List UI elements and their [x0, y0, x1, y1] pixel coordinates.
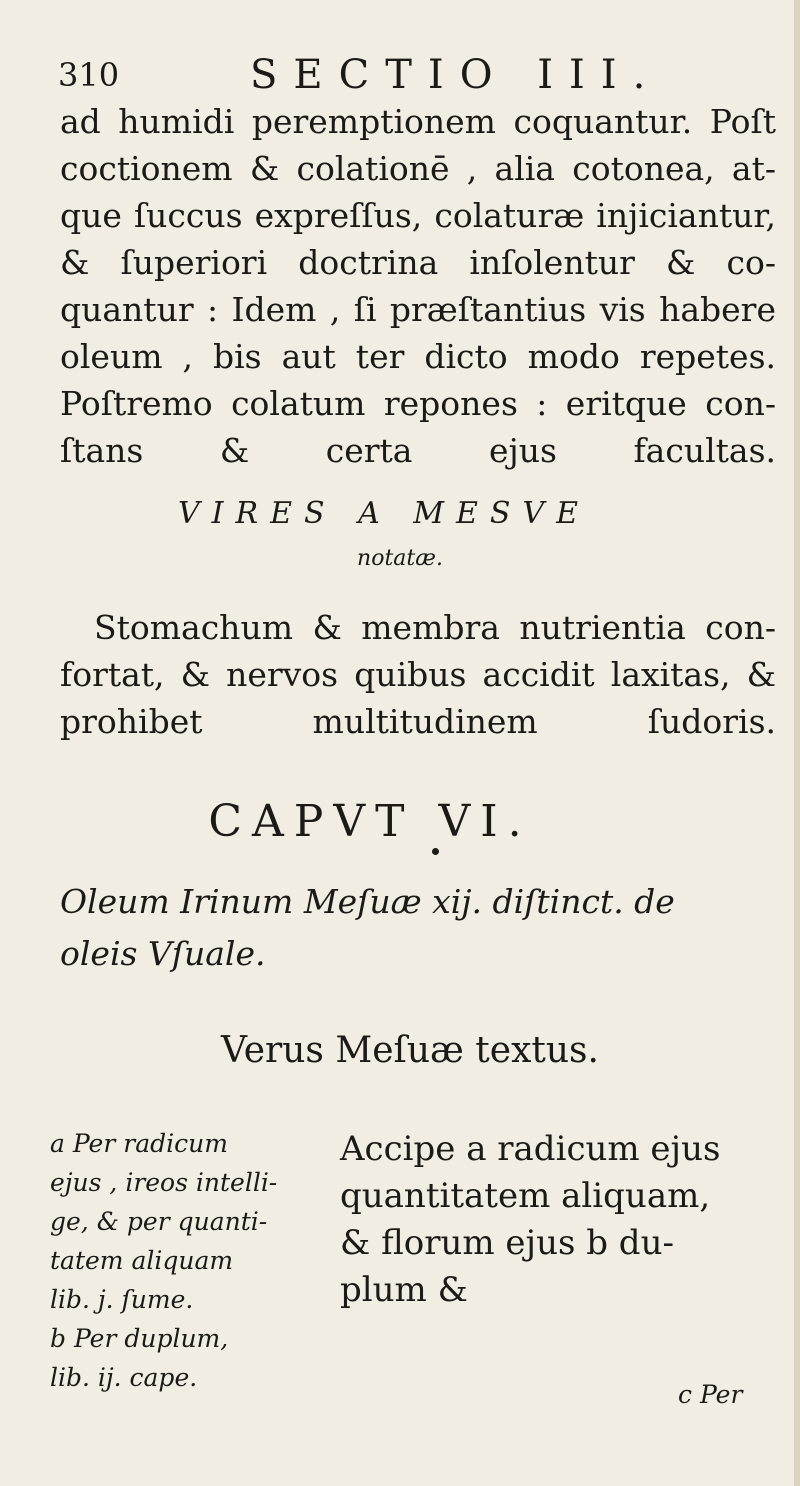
text-line: que ſuccus expreſſus, colaturæ injiciantur,: [60, 196, 776, 235]
reference-line: oleis Vſuale.: [60, 934, 266, 973]
recipe-text: [340, 1126, 770, 1314]
gloss-line: a Per radicum: [50, 1129, 228, 1158]
page-edge: [794, 0, 800, 1486]
gloss-line: ge, & per quanti-: [50, 1207, 268, 1236]
reference-line: Oleum Irinum Meſuæ xij. diſtinct. de: [60, 882, 675, 921]
gloss-line: tatem aliquam: [50, 1246, 234, 1275]
running-head: [58, 52, 758, 102]
section-title: SECTIO III.: [250, 52, 662, 98]
recipe-line: quantitatem aliquam,: [340, 1176, 711, 1216]
gloss-line: lib. ij. cape.: [50, 1363, 198, 1392]
text-line: oleum , bis aut ter dicto modo repetes.: [60, 337, 776, 376]
gloss-line: b Per duplum,: [50, 1324, 229, 1353]
recipe-line: Accipe a radicum ejus: [340, 1129, 721, 1169]
paragraph-virtues: [60, 604, 776, 745]
text-line: Stomachum & membra nutrientia con-: [94, 608, 776, 647]
catchword: c Per: [678, 1380, 743, 1409]
gloss-line: lib. j. ſume.: [50, 1285, 194, 1314]
text-line: ſtans & certa ejus facultas.: [60, 431, 776, 470]
text-line: fortat, & nervos quibus accidit laxitas, &: [60, 655, 776, 694]
chapter-reference: [60, 876, 770, 980]
vires-heading: VIRES A MESVE: [177, 496, 591, 531]
text-line: & ſuperiori doctrina inſolentur & co-: [60, 243, 776, 282]
text-line: Poſtremo colatum repones : eritque con-: [60, 384, 776, 423]
text-line: quantur : Idem , ſi præſtantius vis habere: [60, 290, 776, 329]
text-line: coctionem & colationē , alia cotonea, at-: [60, 149, 776, 188]
paragraph-preparation: [60, 98, 776, 474]
recipe-line: plum &: [340, 1270, 468, 1310]
page-number: 310: [58, 56, 120, 94]
vires-subheading: notatæ.: [357, 546, 443, 571]
marginal-gloss: [50, 1124, 320, 1397]
chapter-heading: CAPVT VI.: [208, 796, 532, 847]
text-line: ad humidi peremptionem coquantur. Poſt: [60, 102, 776, 141]
ornament-dot: [432, 848, 439, 855]
recipe-line: & florum ejus b du-: [340, 1223, 674, 1263]
verus-heading: Verus Meſuæ textus.: [221, 1030, 599, 1071]
gloss-line: ejus , ireos intelli-: [50, 1168, 278, 1197]
text-line: prohibet multitudinem ſudoris.: [60, 702, 776, 741]
